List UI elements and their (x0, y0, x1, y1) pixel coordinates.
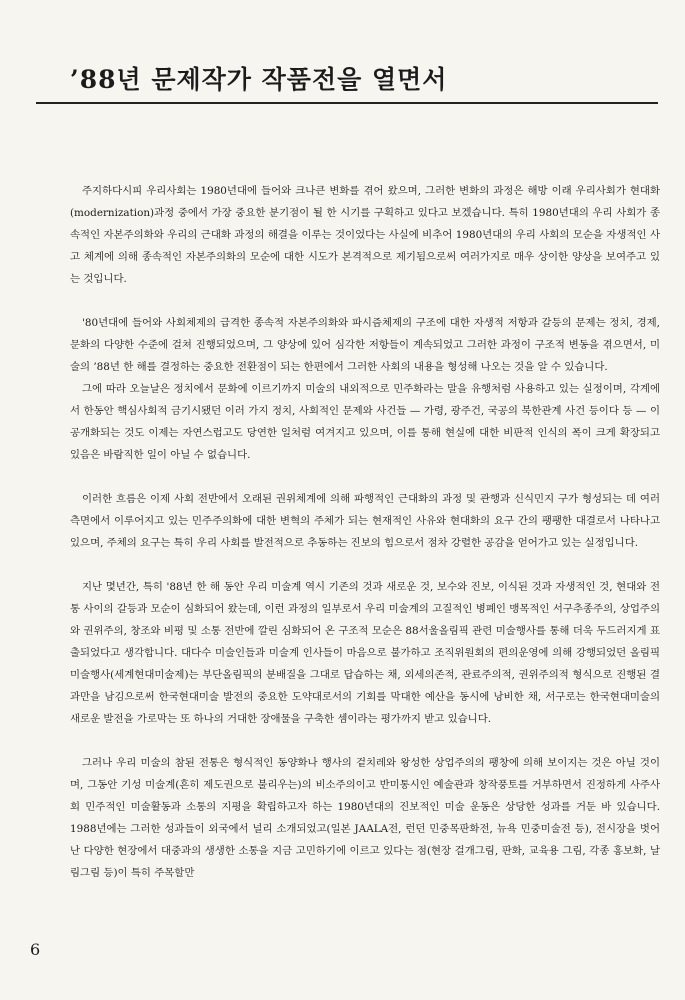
paragraph-1: 주지하다시피 우리사회는 1980년대에 들어와 크나큰 변화를 겪어 왔으며, 그러한 변화의 과정은 해방 이래 우리사회가 현대화(modernization)과정 중에서 가장 중요한 분기점이 될 한 시기를 구획하고 있다고 보겠습니다. 특히 1980년대의 우리 사회가 종속적인 자본주의화와 우리의 근대화 과정의 해결을 이루는 것이었다는 사실에 비추어 1980년대의 우리 사회의 모순을 자생적인 사고 체계에 의해 종속적인 자본주의화의 모순에 대한 시도가 본격적으로 제기됨으로써 여러가지로 매우 상이한 양상을 보여주고 있는 것입니다. (70, 185, 660, 285)
body-text (70, 180, 660, 906)
paragraph-5: 지난 몇년간, 특히 '88년 한 해 동안 우리 미술계 역시 기존의 것과 새로운 것, 보수와 진보, 이식된 것과 자생적인 것, 현대와 전통 사이의 갈등과 모순이 심화되어 왔는데, 이런 과정의 일부로서 우리 미술계의 고질적인 병폐인 맹목적인 서구추종주의, 상업주의와 권위주의, 창조와 비평 및 소통 전반에 깔린 심화되어 온 구조적 모순은 88서울올림픽 관련 미술행사를 통해 더욱 두드러지게 표출되었다고 생각합니다. 대다수 미술인들과 미술계 인사들이 마음으로 불가하고 조직위원회의 편의운영에 의해 강행되었던 올림픽 미술행사(세계현대미술제)는 부단올림픽의 분배질을 그대로 답습하는 채, 외세의존적, 관료주의적, 권위주의적 형식으로 진행된 결과만을 남김으로써 한국현대미술 발전의 중요한 도약대로서의 기회를 막대한 예산을 동시에 낭비한 채, 서구로는 한국현대미술의 새로운 발전을 가로막는 또 하나의 거대한 장애물을 구축한 셈이라는 평가까지 받고 있습니다. (70, 581, 660, 725)
paragraph-2: '80년대에 들어와 사회체제의 급격한 종속적 자본주의화와 파시즘체제의 구조에 대한 자생적 저항과 갈등의 문제는 정치, 경제, 문화의 다양한 수준에 걸쳐 진행되었으며, 그 양상에 있어 심각한 저항들이 계속되었고 그러한 과정이 구조적 변동을 겪으면서, 미술의 ’88년 한 해를 결정하는 중요한 전환점이 되는 한편에서 그러한 사회의 내용을 형성해 나오는 것을 알 수 있습니다. (70, 317, 660, 373)
page-number: 6 (30, 940, 41, 959)
title-block (36, 60, 658, 104)
paragraph-3: 그에 따라 오늘날은 정치에서 문화에 이르기까지 미술의 내외적으로 민주화라는 말을 유행처럼 사용하고 있는 실정이며, 각계에서 한동안 핵심사회적 금기시됐던 이러 가지 정치, 사회적인 문제와 사건들 — 가령, 광주건, 국공의 북한관계 사건 등이다 등 — 이 공개화되는 것도 이제는 자연스럽고도 당연한 일처럼 여겨지고 있으며, 이를 통해 현실에 대한 비판적 인식의 폭이 크게 확장되고 있음은 바람직한 일이 아닐 수 없습니다. (70, 383, 660, 461)
page-title: ’88년 문제작가 작품전을 열면서 (36, 60, 658, 104)
paragraph-4: 이러한 흐름은 이제 사회 전반에서 오래된 권위체계에 의해 파행적인 근대화의 과정 및 관행과 신식민지 구가 형성되는 데 여러 측면에서 이루어지고 있는 민주주의화에 대한 변혁의 주체가 되는 현재적인 사유와 현대화의 요구 간의 팽팽한 대결로서 나타나고 있으며, 주체의 요구는 특히 우리 사회를 발전적으로 추동하는 진보의 힘으로서 점차 강렬한 공감을 얻어가고 있는 실정입니다. (70, 493, 660, 549)
paragraph-6: 그러나 우리 미술의 참된 전통은 형식적인 동양화나 행사의 겉치레와 왕성한 상업주의의 팽창에 의해 보이지는 것은 아닐 것이며, 그동안 기성 미술계(흔히 제도권으로 불리우는)의 비소주의이고 반미통시인 예술관과 창작풍토를 거부하면서 진정하게 사주사회 민주적인 미술활동과 소통의 지평을 확립하고자 하는 1980년대의 진보적인 미술 운동은 상당한 성과를 거둔 바 있습니다. 1988년에는 그러한 성과들이 외국에서 널리 소개되었고(일본 JAALA전, 런던 민중목판화전, 뉴욕 민중미술전 등), 전시장을 벗어난 다양한 현장에서 대중과의 생생한 소통을 지금 고민하기에 이르고 있다는 점(현장 걸개그림, 판화, 교육용 그림, 각종 홍보화, 날림그림 등)이 특히 주목할만 (70, 757, 660, 879)
